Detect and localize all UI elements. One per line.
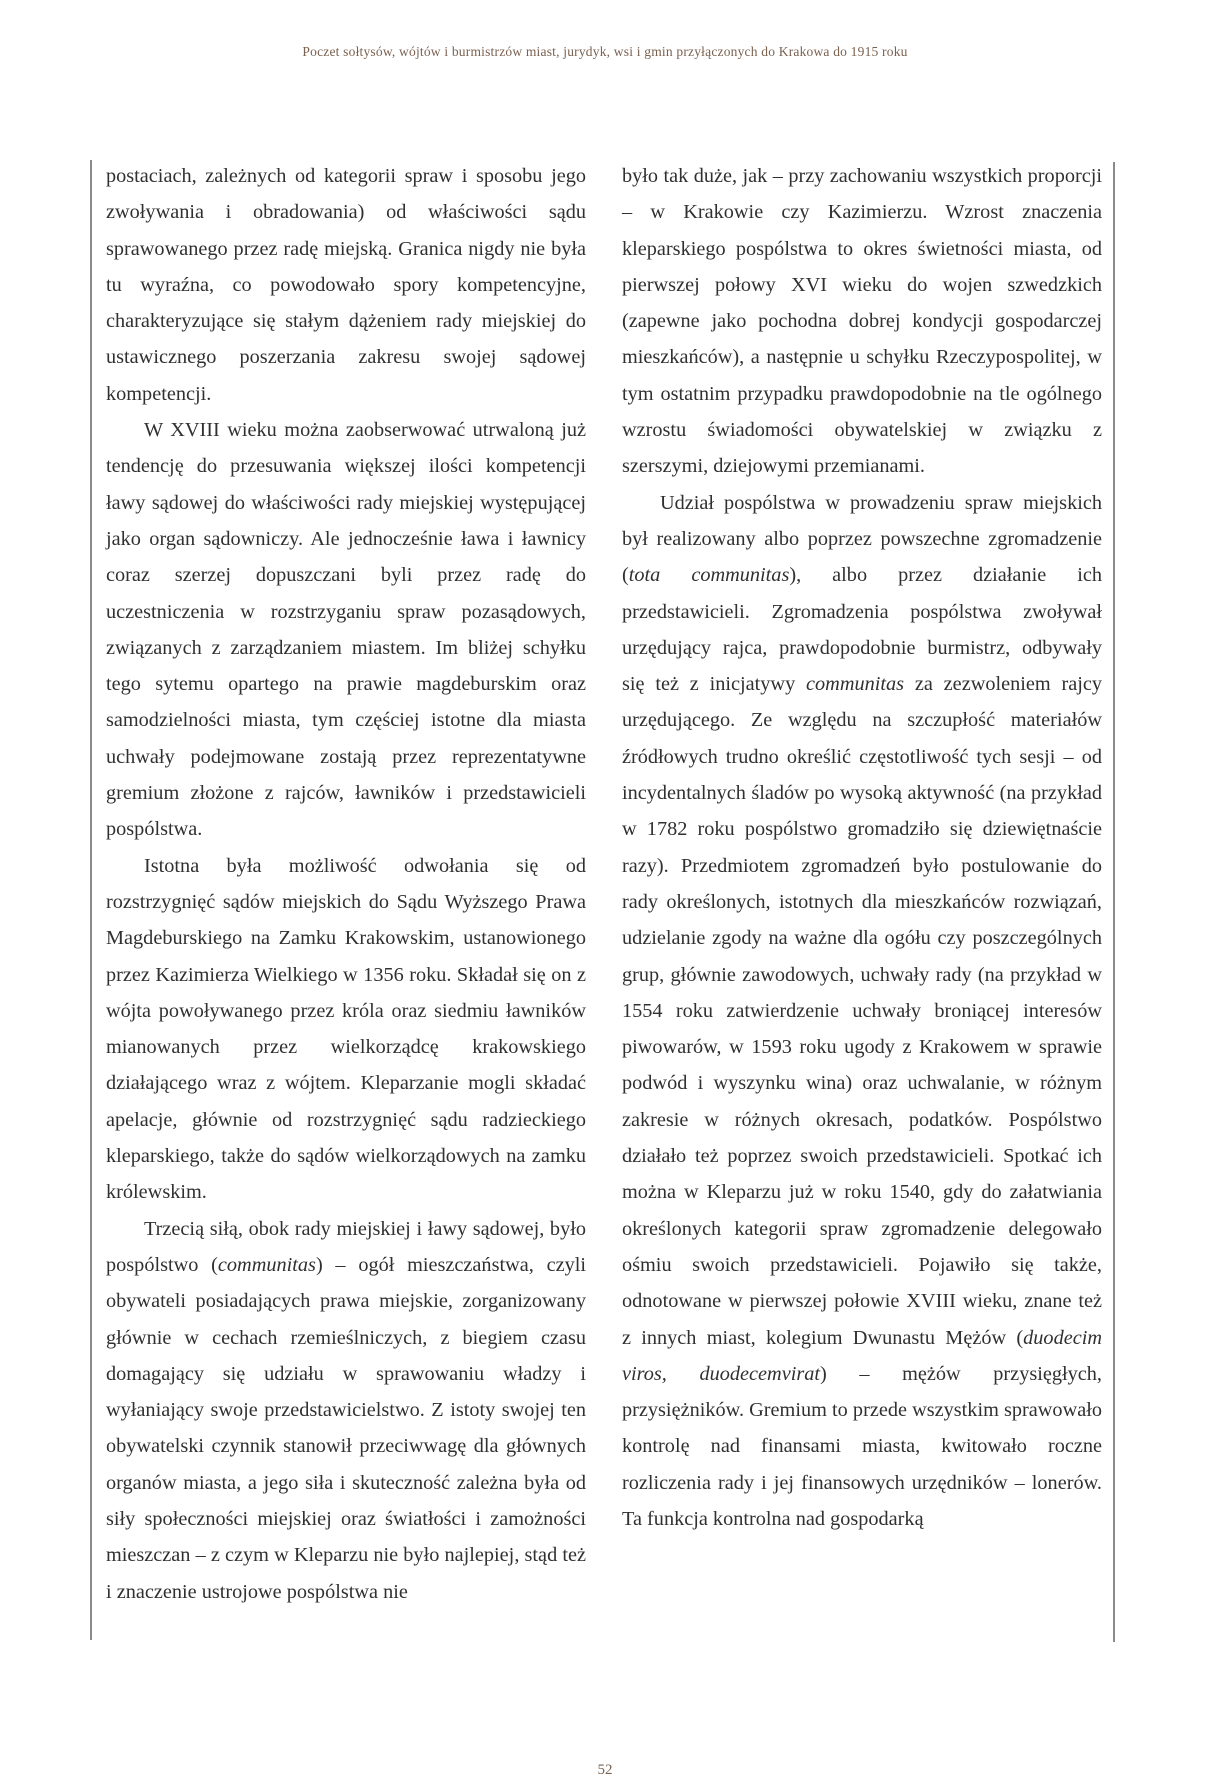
paragraph: było tak duże, jak – przy zachowaniu wszystkich proporcji – w Krakowie czy Kazimierzu. Wzrost znaczenia kleparskiego pospólstwa to okres świetności miasta, od pierwszej połowy XVI wieku do wojen szwedzkich (zapewne jako pochodna dobrej kondycji gospodarczej mieszkańców), a następnie u schyłku Rzeczypospolitej, w tym ostatnim przypadku prawdopodobnie na tle ogólnego wzrostu świadomości obywatelskiej w związku z szerszymi, dziejowymi przemianami. bbox=[622, 165, 1102, 478]
paragraph: Istotna była możliwość odwołania się od rozstrzygnięć sądów miejskich do Sądu Wyższego Prawa Magdeburskiego na Zamku Krakowskim, ustanowionego przez Kazimierza Wielkiego w 1356 roku. Składał się on z wójta powoływanego przez króla oraz siedmiu ławników mianowanych przez wielkorządcę krakowskiego działającego wraz z wójtem. Kleparzanie mogli składać apelacje, głównie od rozstrzygnięć sądu radzieckiego kleparskiego, także do sądów wielkorządowych na zamku królewskim. bbox=[106, 854, 586, 1204]
paragraph: W XVIII wieku można zaobserwować utrwaloną już tendencję do przesuwania większej ilości kompetencji ławy sądowej do właściwości rady miejskiej występującej jako organ sądowniczy. Ale jednocześnie ława i ławnicy coraz szerzej dopuszczani byli przez radę do uczestniczenia w rozstrzyganiu spraw pozasądowych, związanych z zarządzaniem miastem. Im bliżej schyłku tego sytemu opartego na prawie magdeburskim oraz samodzielności miasta, tym częściej istotne dla miasta uchwały podejmowane zostają przez reprezentatywne gremium złożone z rajców, ławników i przedstawicieli pospólstwa. bbox=[106, 419, 586, 841]
right-text-column bbox=[622, 158, 1102, 1537]
text-run: ), albo przez działanie ich przedstawicieli. Zgromadzenia pospólstwa zwoływał urzędujący rajca, prawdopodobnie burmistrz, odbywały się też z inicjatywy bbox=[622, 564, 1102, 696]
text-run: Udział pospólstwa w prowadzeniu spraw miejskich był realizowany albo poprzez powszechne zgromadzenie ( bbox=[622, 491, 1102, 587]
italic-term: communitas bbox=[806, 673, 905, 696]
left-text-column bbox=[106, 158, 586, 1610]
text-run: ) – ogół mieszczaństwa, czyli obywateli posiadających prawa miejskie, zorganizowany głównie w cechach rzemieślniczych, z biegiem czasu domagający się udziału w sprawowaniu władzy i wyłaniający swoje przedstawicielstwo. Z istoty swojej ten obywatelski czynnik stanowił przeciwwagę dla głównych organów miasta, a jego siła i skuteczność zależna była od siły społeczności miejskiej oraz światłości i zamożności mieszczan – z czym w Kleparzu nie było najlepiej, stąd też i znaczenie ustrojowe pospólstwa nie bbox=[106, 1253, 586, 1603]
italic-term: communitas bbox=[217, 1253, 316, 1276]
paragraph bbox=[106, 1211, 586, 1610]
running-title: Poczet sołtysów, wójtów i burmistrzów miast, jurydyk, wsi i gmin przyłączonych do Krakowa do 1915 roku bbox=[302, 44, 908, 59]
paragraph: postaciach, zależnych od kategorii spraw i sposobu jego zwoływania i obradowania) od właściwości sądu sprawowanego przez radę miejską. Granica nigdy nie była tu wyraźna, co powodowało spory kompetencyjne, charakteryzujące się stałym dążeniem rady miejskiej do ustawicznego poszerzania zakresu swojej sądowej kompetencji. bbox=[106, 165, 586, 405]
paragraph bbox=[622, 485, 1102, 1538]
italic-term: tota communitas bbox=[628, 564, 790, 587]
text-run: za zezwoleniem rajcy urzędującego. Ze względu na szczupłość materiałów źródłowych trudno określić częstotliwość tych sesji – od incydentalnych śladów po wysoką aktywność (na przykład w 1782 roku pospólstwo gromadziło się dziewiętnaście razy). Przedmiotem zgromadzeń było postulowanie do rady określonych, istotnych dla mieszkańców rozwiązań, udzielanie zgody na ważne dla ogółu czy poszczególnych grup, głównie zawodowych, uchwały rady (na przykład w 1554 roku zatwierdzenie uchwały broniącej interesów piwowarów, w 1593 roku ugody z Krakowem w sprawie podwód i wyszynku wina) oraz uchwalanie, w różnym zakresie w różnych okresach, podatków. Pospólstwo działało też poprzez swoich przedstawicieli. Spotkać ich można w Kleparzu już w roku 1540, gdy do załatwiania określonych kategorii spraw zgromadzenie delegowało ośmiu swoich przedstawicieli. Pojawiło się także, odnotowane w pierwszej połowie XVIII wieku, znane też z innych miast, kolegium Dwunastu Mężów ( bbox=[622, 673, 1103, 1349]
text-run: Trzecią siłą, obok rady miejskiej i ławy sądowej, było pospólstwo ( bbox=[106, 1217, 586, 1276]
left-margin-rule bbox=[90, 160, 92, 1640]
page-number: 52 bbox=[597, 1762, 613, 1778]
italic-term: duodecim viros, duodecemvirat bbox=[622, 1326, 1102, 1385]
text-run: ) – mężów przysięgłych, przysiężników. Gremium to przede wszystkim sprawowało kontrolę nad finansami miasta, kwitowało roczne rozliczenia rady i jej finansowych urzędników – lonerów. Ta funkcja kontrolna nad gospodarką bbox=[622, 1362, 1102, 1530]
right-margin-rule bbox=[1113, 162, 1115, 1642]
